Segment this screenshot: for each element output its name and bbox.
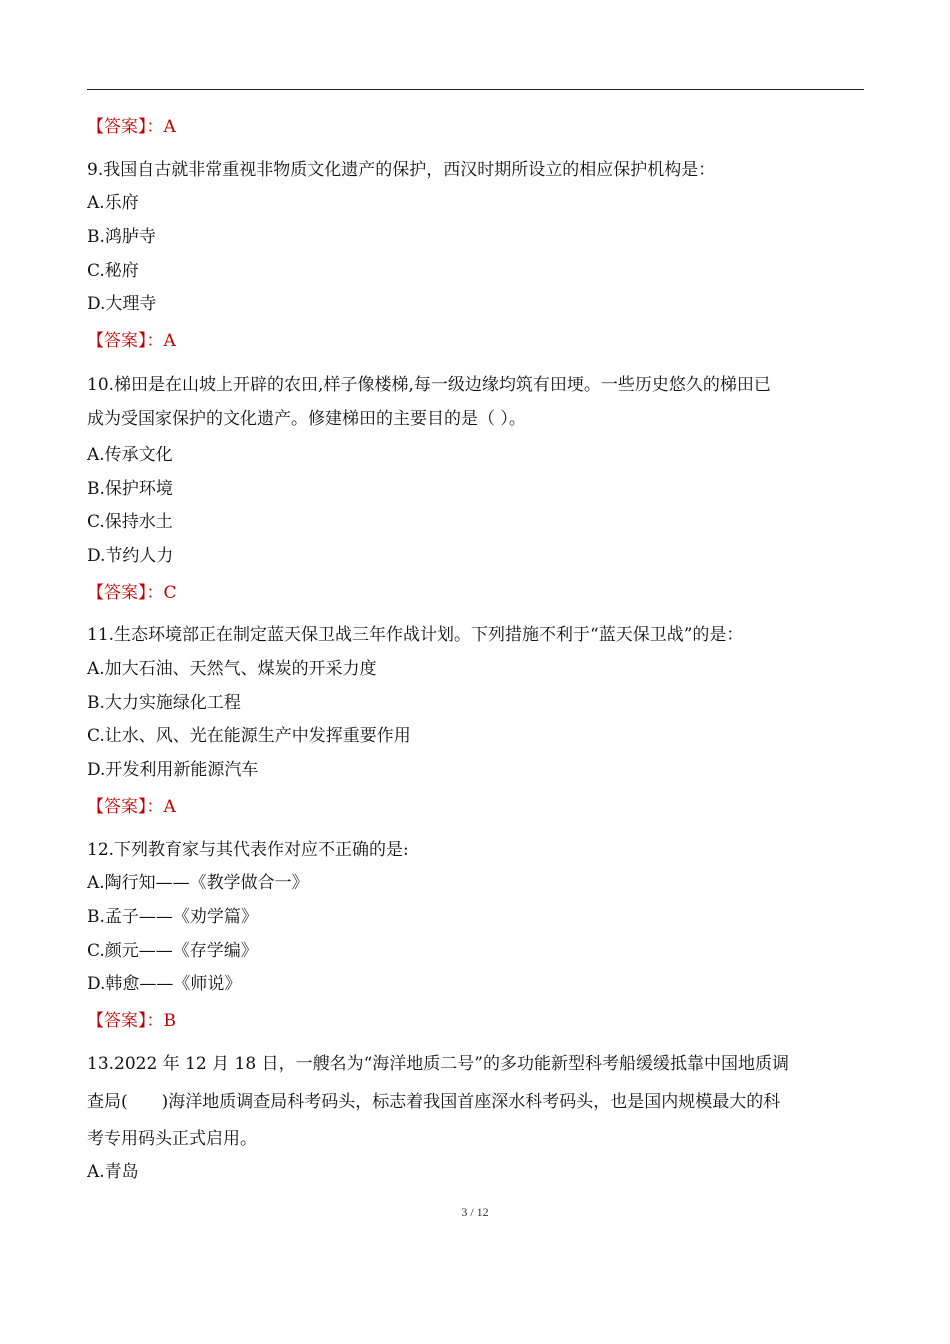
question-11-option-a: A.加大石油、天然气、煤炭的开采力度: [87, 659, 377, 679]
answer-value: B: [163, 1011, 176, 1031]
question-12-option-c: C.颜元——《存学编》: [87, 941, 258, 961]
question-10-stem-line-1: 10.梯田是在山坡上开辟的农田,样子像楼梯,每一级边缘均筑有田埂。一些历史悠久的梯田已: [87, 375, 771, 395]
answer-line: [87, 116, 176, 138]
question-9-option-c: C.秘府: [87, 261, 139, 281]
answer-value: C: [163, 583, 177, 603]
question-11-option-c: C.让水、风、光在能源生产中发挥重要作用: [87, 726, 411, 746]
question-12-answer: [87, 1010, 176, 1032]
question-13-option-a: A.青岛: [87, 1162, 139, 1182]
question-12-option-d: D.韩愈——《师说》: [87, 974, 242, 994]
question-13-stem-line-3: 考专用码头正式启用。: [87, 1129, 257, 1149]
answer-label: 【答案】：: [87, 1011, 164, 1031]
question-11-option-b: B.大力实施绿化工程: [87, 693, 241, 713]
answer-label: 【答案】：: [87, 583, 164, 603]
question-10-option-a: A.传承文化: [87, 445, 173, 465]
question-10-option-c: C.保持水土: [87, 512, 173, 532]
page-number: 3 / 12: [461, 1205, 489, 1219]
answer-label: 【答案】：: [87, 331, 164, 351]
question-13-stem-line-2: 查局( )海洋地质调查局科考码头，标志着我国首座深水科考码头，也是国内规模最大的科: [87, 1092, 781, 1112]
question-11-stem: 11.生态环境部正在制定蓝天保卫战三年作战计划。下列措施不利于“蓝天保卫战”的是：: [87, 625, 744, 645]
answer-label: 【答案】：: [87, 117, 164, 137]
question-10-stem-line-2: 成为受国家保护的文化遗产。修建梯田的主要目的是（ ）。: [87, 409, 526, 429]
question-12-option-b: B.孟子——《劝学篇》: [87, 907, 258, 927]
question-10-answer: [87, 582, 177, 604]
question-11-answer: [87, 796, 176, 818]
answer-label: 【答案】：: [87, 797, 164, 817]
answer-value: A: [163, 117, 176, 137]
answer-value: A: [163, 797, 176, 817]
question-9-option-d: D.大理寺: [87, 294, 157, 314]
header-rule: [87, 89, 864, 90]
question-9-option-a: A.乐府: [87, 193, 139, 213]
question-13-stem-line-1: 13.2022 年 12 月 18 日，一艘名为“海洋地质二号”的多功能新型科考船缓缓抵靠中国地质调: [87, 1054, 789, 1074]
question-12-stem: 12.下列教育家与其代表作对应不正确的是:: [87, 840, 409, 860]
question-10-option-d: D.节约人力: [87, 546, 174, 566]
question-10-option-b: B.保护环境: [87, 479, 173, 499]
answer-value: A: [163, 331, 176, 351]
question-9-stem: 9.我国自古就非常重视非物质文化遗产的保护，西汉时期所设立的相应保护机构是：: [87, 160, 716, 180]
question-9-option-b: B.鸿胪寺: [87, 227, 156, 247]
question-11-option-d: D.开发利用新能源汽车: [87, 760, 259, 780]
question-9-answer: [87, 330, 176, 352]
question-12-option-a: A.陶行知——《教学做合一》: [87, 873, 309, 893]
